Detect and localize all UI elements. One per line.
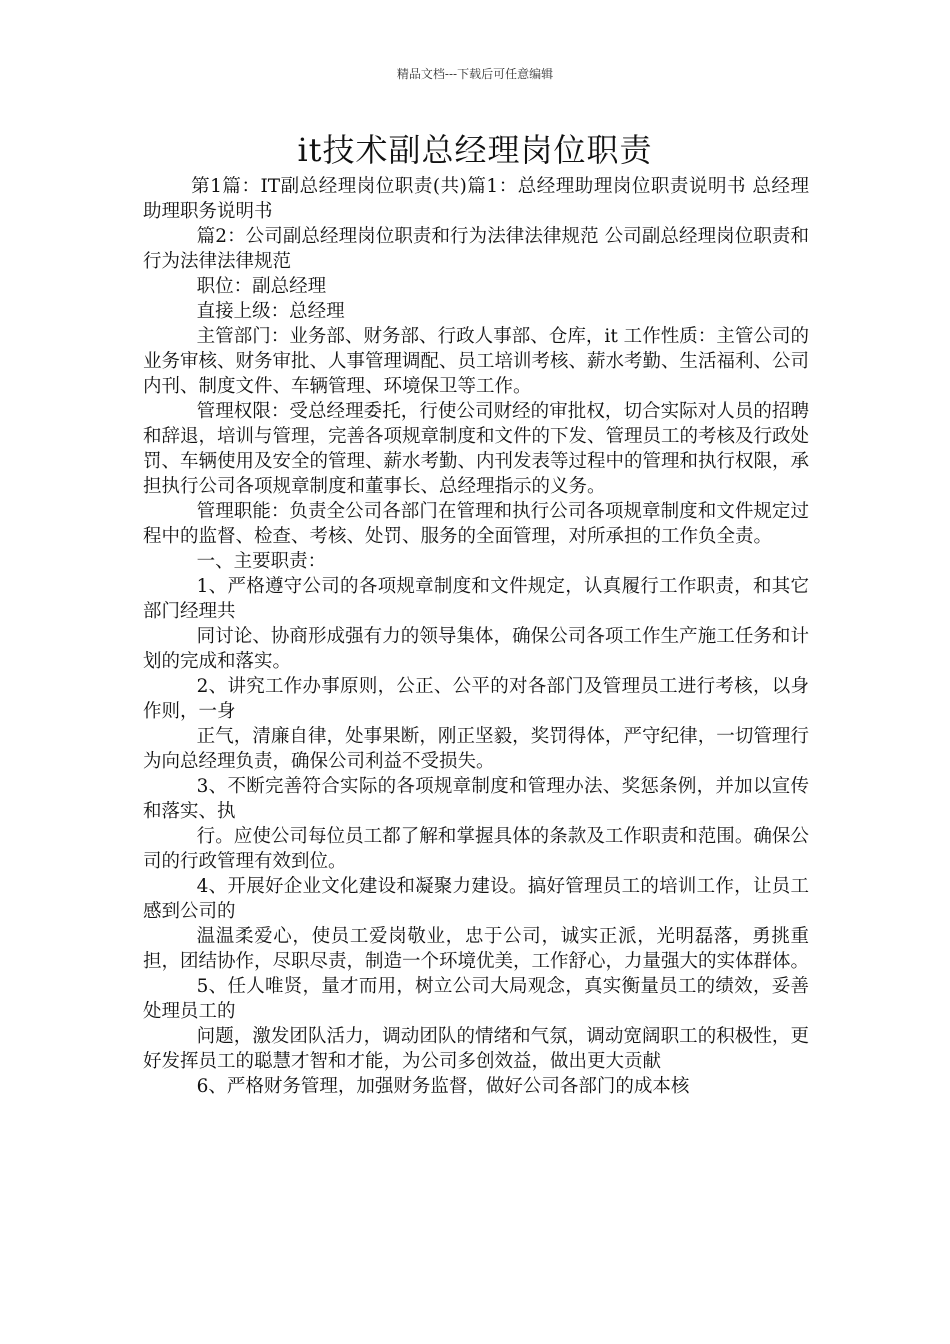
- paragraph: 篇2：公司副总经理岗位职责和行为法律法律规范 公司副总经理岗位职责和行为法律法律规范: [143, 226, 809, 272]
- list-item: 4、开展好企业文化建设和凝聚力建设。搞好管理员工的培训工作，让员工感到公司的: [143, 876, 809, 922]
- paragraph: 管理职能：负责全公司各部门在管理和执行公司各项规章制度和文件规定过程中的监督、检查、考核、处罚、服务的全面管理，对所承担的工作负全责。: [143, 501, 809, 547]
- page-header: 精品文档---下载后可任意编辑: [396, 67, 554, 81]
- section-heading: 一、主要职责：: [196, 551, 327, 572]
- list-item: 5、任人唯贤，量才而用，树立公司大局观念，真实衡量员工的绩效，妥善处理员工的: [143, 976, 809, 1022]
- list-item: 1、严格遵守公司的各项规章制度和文件规定，认真履行工作职责，和其它部门经理共: [143, 576, 809, 622]
- document-title: it技术副总经理岗位职责: [297, 131, 653, 169]
- list-item: 3、不断完善符合实际的各项规章制度和管理办法、奖惩条例，并加以宣传和落实、执: [143, 776, 809, 822]
- document-body: [143, 174, 809, 1099]
- paragraph: 管理权限：受总经理委托，行使公司财经的审批权，切合实际对人员的招聘和辞退，培训与管理，完善各项规章制度和文件的下发、管理员工的考核及行政处罚、车辆使用及安全的管理、薪水考勤、内刊发表等过程中的管理和执行权限，承担执行公司各项规章制度和董事长、总经理指示的义务。: [143, 401, 810, 497]
- paragraph: 同讨论、协商形成强有力的领导集体，确保公司各项工作生产施工任务和计划的完成和落实。: [143, 626, 809, 672]
- paragraph: 问题，激发团队活力，调动团队的情绪和气氛，调动宽阔职工的积极性，更好发挥员工的聪慧才智和才能，为公司多创效益，做出更大贡献: [143, 1026, 809, 1072]
- paragraph: 温温柔爱心，使员工爱岗敬业，忠于公司，诚实正派，光明磊落，勇挑重担，团结协作，尽职尽责，制造一个环境优美，工作舒心，力量强大的实体群体。: [143, 926, 810, 972]
- paragraph: 行。应使公司每位员工都了解和掌握具体的条款及工作职责和范围。确保公司的行政管理有效到位。: [143, 826, 809, 872]
- list-item: 2、讲究工作办事原则，公正、公平的对各部门及管理员工进行考核，以身作则，一身: [143, 676, 809, 722]
- paragraph: 直接上级：总经理: [196, 301, 345, 322]
- paragraph: 第1篇：IT副总经理岗位职责(共)篇1：总经理助理岗位职责说明书 总经理助理职务说明书: [143, 176, 809, 222]
- paragraph: 正气，清廉自律，处事果断，刚正坚毅，奖罚得体，严守纪律，一切管理行为向总经理负责，确保公司利益不受损失。: [143, 726, 809, 772]
- paragraph: 主管部门：业务部、财务部、行政人事部、仓库，it 工作性质：主管公司的业务审核、财务审批、人事管理调配、员工培训考核、薪水考勤、生活福利、公司内刊、制度文件、车辆管理、环境保卫等工作。: [143, 326, 810, 397]
- list-item: 6、严格财务管理，加强财务监督，做好公司各部门的成本核: [196, 1076, 690, 1097]
- paragraph: 职位：副总经理: [196, 276, 327, 297]
